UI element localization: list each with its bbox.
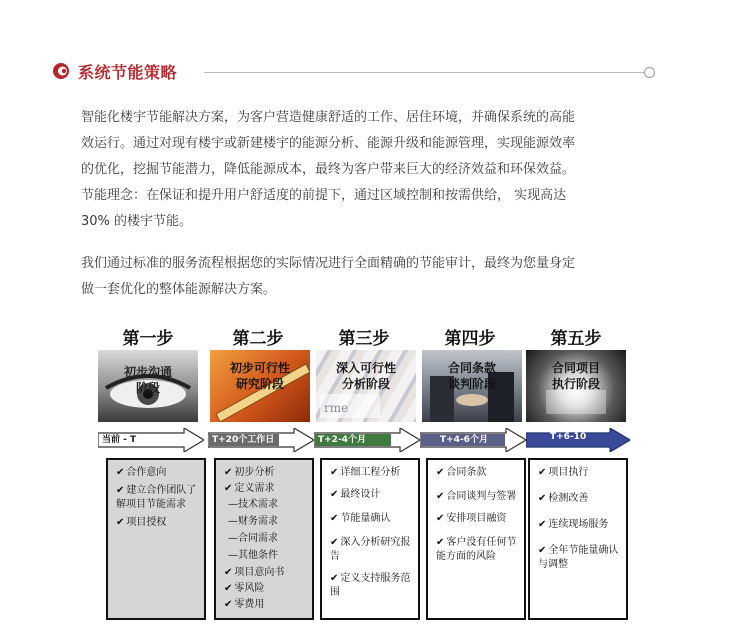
list-item: ✔ 项目执行 <box>538 467 589 478</box>
list-item: ✔ 深入分析研究报告 <box>330 537 411 562</box>
divider-end-dot <box>644 67 655 78</box>
step-2-details <box>214 458 314 620</box>
paragraph-line: 30% 的楼宇节能。 <box>81 214 193 229</box>
step-5-title: 第五步 <box>550 329 602 349</box>
step-2-arrow-label: T+20个工作日 <box>212 435 275 445</box>
list-item: ✔ 建立合作团队了解项目节能需求 <box>116 485 197 510</box>
step-1-title: 第一步 <box>122 329 174 349</box>
step-3-details <box>320 458 420 620</box>
step-1-details <box>106 458 206 620</box>
list-item: ✔ 检测改善 <box>538 493 589 504</box>
paragraph-line: 效运行。通过对现有楼宇或新建楼宇的能源分析、能源升级和能源管理，实现能源效率 <box>81 136 576 151</box>
section-header <box>52 60 657 86</box>
step-4-photo <box>422 350 522 422</box>
process-diagram <box>98 324 638 632</box>
step-5-photo <box>526 350 626 422</box>
list-item: ✔ 节能量确认 <box>330 513 391 524</box>
list-item: ✔ 零费用 <box>224 599 265 610</box>
step-2-photo <box>210 350 310 422</box>
list-item: ✔ 客户没有任何节能方面的风险 <box>436 537 517 562</box>
paragraph-line: 节能理念：在保证和提升用户舒适度的前提下，通过区域控制和按需供给， 实现高达 <box>81 188 567 203</box>
list-item: ✔ 项目意向书 <box>224 567 285 578</box>
intro-paragraph <box>81 105 656 235</box>
step-5-arrow-label: T+6-10 <box>550 432 587 442</box>
list-item: ✔ 合同谈判与签署 <box>436 491 517 502</box>
list-subitem: —其他条件 <box>228 550 278 561</box>
step-1-photo <box>98 350 198 422</box>
paragraph-line: 我们通过标准的服务流程根据您的实际情况进行全面精确的节能审计，最终为您量身定 <box>81 256 576 271</box>
list-item: ✔ 连续现场服务 <box>538 519 609 530</box>
list-item: ✔ 项目授权 <box>116 517 167 528</box>
list-item: ✔ 详细工程分析 <box>330 467 401 478</box>
list-item: ✔ 合作意向 <box>116 467 167 478</box>
step-4-photo-label-line1: 合同条款 <box>447 361 496 375</box>
list-subitem: —技术需求 <box>228 499 278 510</box>
step-1-timeline-arrow <box>98 428 204 452</box>
step-2-timeline-arrow <box>208 428 314 452</box>
list-item: ✔ 定义需求 <box>224 483 275 494</box>
step-3-photo <box>316 350 416 422</box>
paragraph-line: 做一套优化的整体能源解决方案。 <box>81 282 277 297</box>
step-4-arrow-label: T+4-6个月 <box>440 435 488 445</box>
step-3-photo-label-line2: 分析阶段 <box>341 377 390 391</box>
section-title: 系统节能策略 <box>78 63 178 82</box>
step-4-photo-label-line2: 谈判阶段 <box>447 377 496 391</box>
step-1-arrow-label: 当前 - T <box>102 435 137 445</box>
section-bullet-icon <box>52 62 70 80</box>
step-5-timeline-arrow <box>526 428 630 452</box>
step-4-timeline-arrow <box>420 428 526 452</box>
step-3-title: 第三步 <box>338 329 390 349</box>
list-item: ✔ 安排项目融资 <box>436 513 507 524</box>
list-subitem: —合同需求 <box>228 533 278 544</box>
list-subitem: —财务需求 <box>228 516 278 527</box>
step-2-photo-label-line1: 初步可行性 <box>229 361 290 375</box>
paragraph-line: 智能化楼宇节能解决方案，为客户营造健康舒适的工作、居住环境，并确保系统的高能 <box>81 110 576 125</box>
step-4-title: 第四步 <box>444 329 496 349</box>
step-1-photo-label-line2: 阶段 <box>135 381 160 395</box>
step-5-photo-label-line1: 合同项目 <box>551 361 600 375</box>
list-item: ✔ 最终设计 <box>330 489 381 500</box>
step-3-arrow-label: T+2-4个月 <box>318 435 366 445</box>
paragraph-line: 的优化，挖掘节能潜力，降低能源成本，最终为客户带来巨大的经济效益和环保效益。 <box>81 162 576 177</box>
list-item: ✔ 全年节能量确认与调整 <box>538 545 619 570</box>
step-1-photo-label-line1: 初步沟通 <box>123 365 172 379</box>
step-2-photo-label-line2: 研究阶段 <box>235 377 284 391</box>
service-paragraph <box>81 251 656 303</box>
step-5-details <box>528 458 628 620</box>
list-item: ✔ 定义支持服务范围 <box>330 573 411 598</box>
step-5-photo-label-line2: 执行阶段 <box>551 377 600 391</box>
list-item: ✔ 零风险 <box>224 583 265 594</box>
list-item: ✔ 初步分析 <box>224 467 275 478</box>
section-divider <box>204 72 644 73</box>
step-3-photo-label-line1: 深入可行性 <box>335 361 396 375</box>
list-item: ✔ 合同条款 <box>436 467 487 478</box>
step-2-title: 第二步 <box>232 329 284 349</box>
step-3-timeline-arrow <box>314 428 420 452</box>
svg-text:rme: rme <box>324 401 349 415</box>
step-4-details <box>426 458 526 620</box>
